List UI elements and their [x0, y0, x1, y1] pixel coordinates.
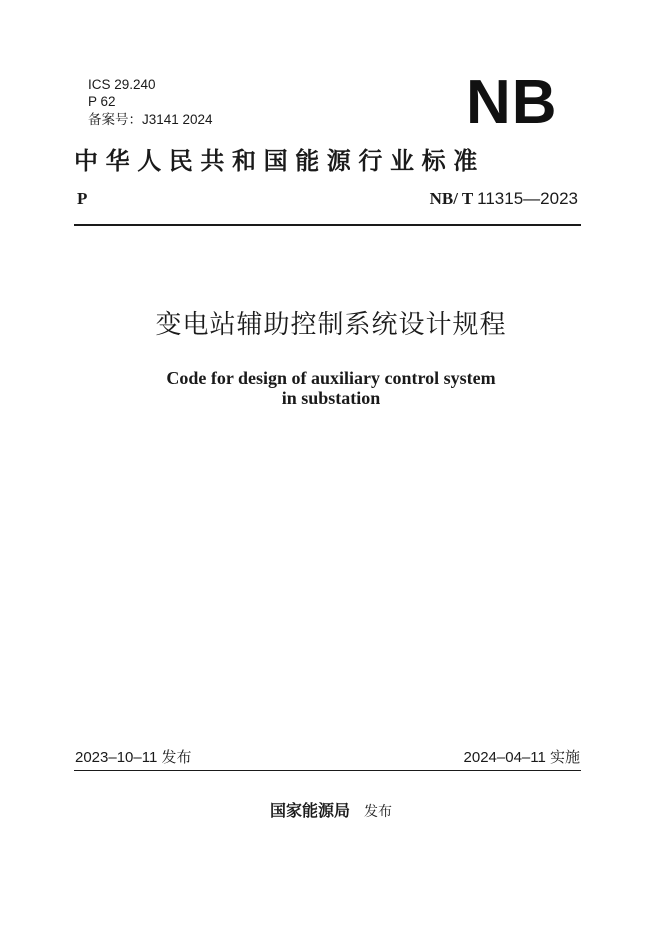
- standard-prefix: NB/ T: [429, 189, 478, 208]
- issue-date: 2023–10–11 发布: [75, 749, 192, 766]
- standard-letter: P: [77, 189, 88, 208]
- standard-number: [430, 188, 578, 210]
- implementation-date: 2024–04–11 实施: [463, 749, 580, 766]
- ics-code: ICS 29.240: [88, 77, 156, 92]
- standard-digits: 11315—2023: [477, 189, 578, 208]
- filing-number: 备案号：J3141 2024: [88, 112, 213, 127]
- publisher-action: 发布: [364, 804, 392, 820]
- standard-category: 中华人民共和国能源行业标准: [74, 146, 485, 175]
- publisher-line: [0, 800, 662, 823]
- publisher-name: 国家能源局: [269, 801, 350, 820]
- footer-divider: [74, 770, 581, 771]
- document-title-english-line2: in substation: [281, 388, 381, 408]
- nb-logo: NB: [466, 68, 558, 137]
- classification-code: P 62: [88, 94, 116, 109]
- header-divider: [74, 224, 581, 226]
- document-title-chinese: 变电站辅助控制系统设计规程: [155, 310, 507, 340]
- document-title-english-line1: Code for design of auxiliary control system: [166, 368, 496, 388]
